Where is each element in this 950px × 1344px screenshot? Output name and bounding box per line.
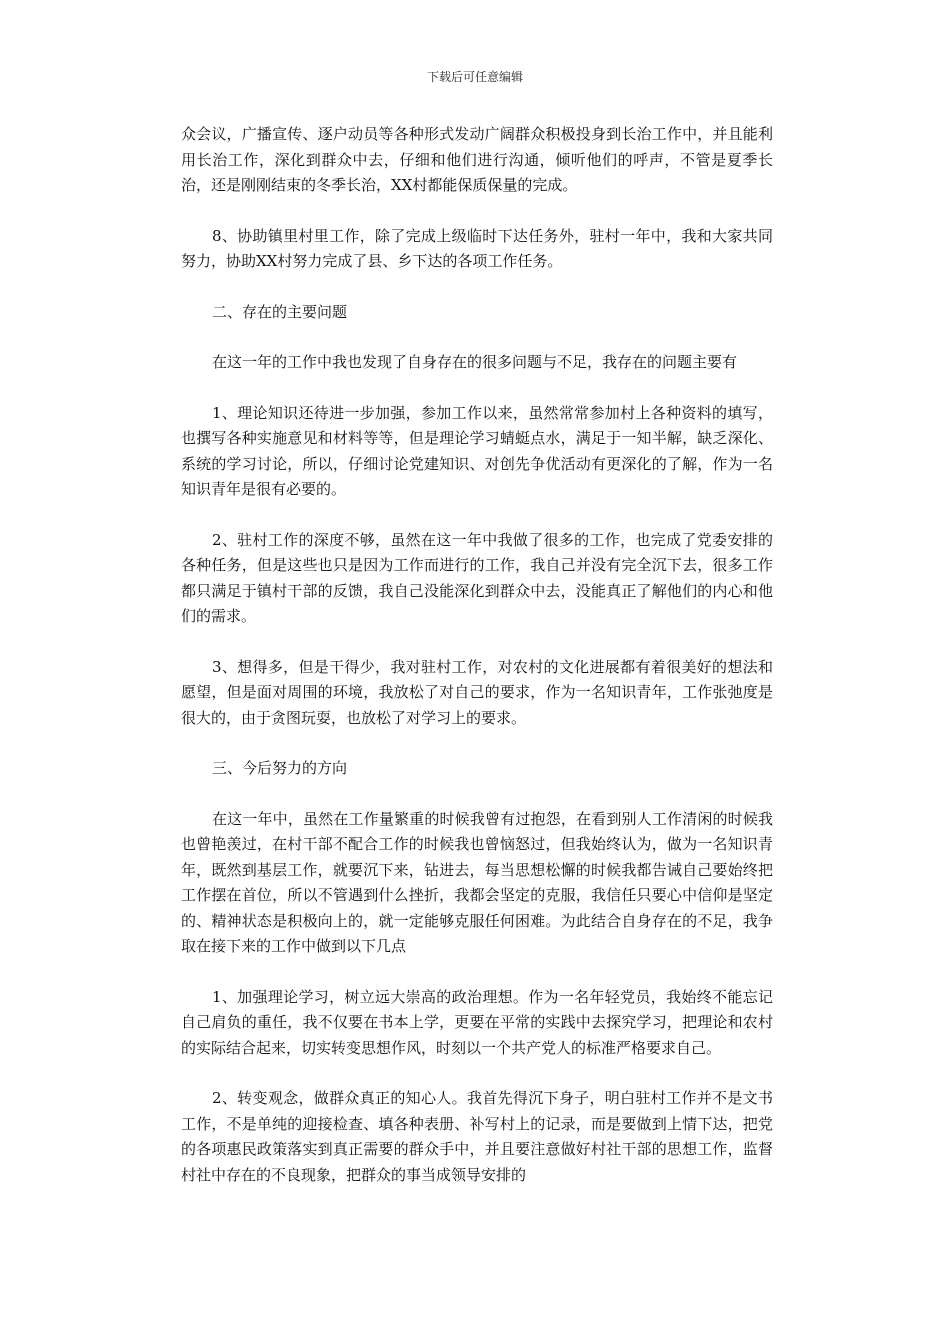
paragraph-direction-intro: 在这一年中，虽然在工作量繁重的时候我曾有过抱怨，在看到别人工作清闲的时候我也曾艳羡过，在村干部不配合工作的时候我也曾恼怒过，但我始终认为，做为一名知识青年，既然到基层工作，就要沉下来，钻进去，每当思想松懈的时候我都告诫自己要始终把工作摆在首位，所以不管遇到什么挫折，我都会坚定的克服，我信任只要心中信仰是坚定的、精神状态是积极向上的，就一定能够克服任何困难。为此结合自身存在的不足，我争取在接下来的工作中做到以下几点 [181, 809, 773, 955]
paragraph-problem-1: 1、理论知识还待进一步加强，参加工作以来，虽然常常参加村上各种资料的填写，也撰写各种实施意见和材料等等，但是理论学习蜻蜓点水，满足于一知半解，缺乏深化、系统的学习讨论，所以，仔细讨论党建知识、对创先争优活动有更深化的了解，作为一名知识青年是很有必要的。 [181, 403, 773, 498]
paragraph-item-8: 8、协助镇里村里工作，除了完成上级临时下达任务外，驻村一年中，我和大家共同努力，协助XX村努力完成了县、乡下达的各项工作任务。 [181, 226, 773, 270]
paragraph-problems-intro: 在这一年的工作中我也发现了自身存在的很多问题与不足，我存在的问题主要有 [212, 353, 738, 371]
header-note: 下载后可任意编辑 [426, 70, 523, 84]
paragraph-problem-2: 2、驻村工作的深度不够，虽然在这一年中我做了很多的工作，也完成了党委安排的各种任务，但是这些也只是因为工作而进行的工作，我自己并没有完全沉下去，很多工作都只满足于镇村干部的反馈，我自己没能深化到群众中去，没能真正了解他们的内心和他们的需求。 [181, 530, 773, 625]
section-heading-direction: 三、今后努力的方向 [212, 759, 348, 777]
paragraph-direction-2: 2、转变观念，做群众真正的知心人。我首先得沉下身子，明白驻村工作并不是文书工作，不是单纯的迎接检查、填各种表册、补写村上的记录，而是要做到上情下达，把党的各项惠民政策落实到真正需要的群众手中，并且要注意做好村社干部的思想工作，监督村社中存在的不良现象，把群众的事当成领导安排的 [181, 1089, 773, 1184]
paragraph-problem-3: 3、想得多，但是干得少，我对驻村工作，对农村的文化进展都有着很美好的想法和愿望，但是面对周围的环境，我放松了对自己的要求，作为一名知识青年，工作张弛度是很大的，由于贪图玩耍，也放松了对学习上的要求。 [181, 657, 773, 727]
paragraph-direction-1: 1、加强理论学习，树立远大崇高的政治理想。作为一名年轻党员，我始终不能忘记自己肩负的重任，我不仅要在书本上学，更要在平常的实践中去探究学习，把理论和农村的实际结合起来，切实转变思想作风，时刻以一个共产党人的标准严格要求自己。 [181, 987, 773, 1057]
paragraph-continuation: 众会议，广播宣传、逐户动员等各种形式发动广阔群众积极投身到长治工作中，并且能利用长治工作，深化到群众中去，仔细和他们进行沟通，倾听他们的呼声，不管是夏季长治，还是刚刚结束的冬季长治，XX村都能保质保量的完成。 [181, 125, 773, 194]
section-heading-problems: 二、存在的主要问题 [212, 302, 348, 321]
document-body [181, 122, 773, 1213]
